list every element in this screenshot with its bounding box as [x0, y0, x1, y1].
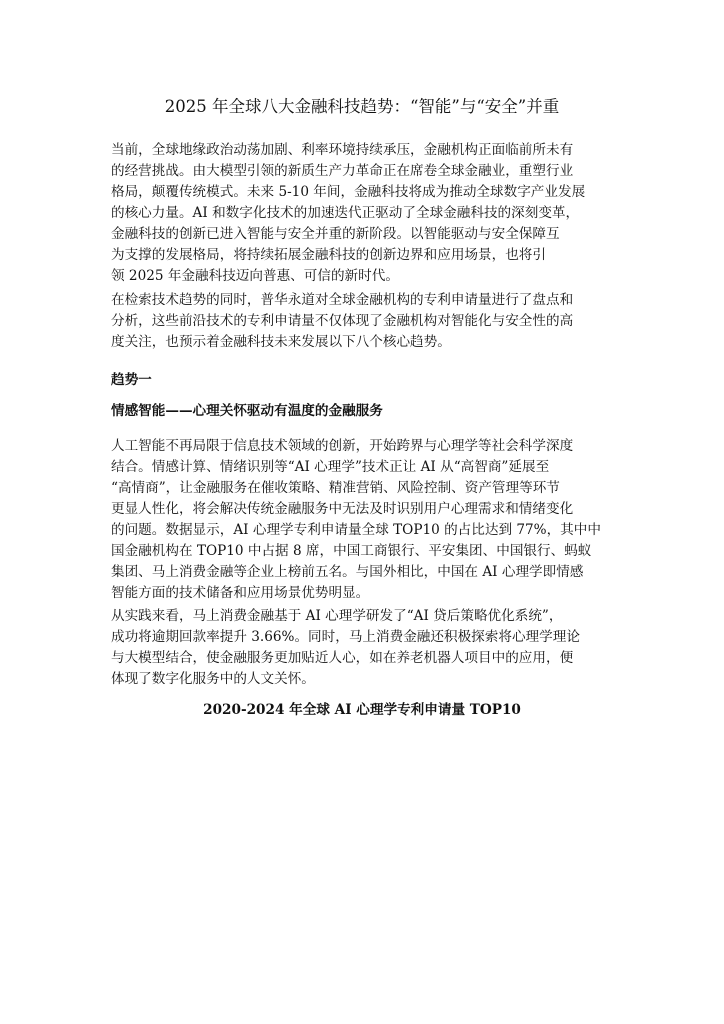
document-title: 2025 年全球八大金融科技趋势：“智能”与“安全”并重 — [164, 97, 560, 116]
intro-paragraph — [111, 140, 631, 287]
paragraph-line: 领 2025 年金融科技迈向普惠、可信的新时代。 — [111, 268, 399, 284]
paragraph-line: 从实践来看，马上消费金融基于 AI 心理学研发了“AI 贷后策略优化系统”， — [111, 608, 563, 624]
paragraph-line: 集团、马上消费金融等企业上榜前五名。与国外相比，中国在 AI 心理学即情感 — [111, 564, 584, 580]
paragraph-line: 分析，这些前沿技术的专利申请量不仅体现了金融机构对智能化与安全性的高 — [111, 313, 574, 329]
paragraph-line: 为支撑的发展格局，将持续拓展金融科技的创新边界和应用场景，也将引 — [111, 247, 546, 263]
practice-paragraph — [111, 606, 631, 690]
paragraph-line: 成功将逾期回款率提升 3.66%。同时，马上消费金融还积极探索将心理学理论 — [111, 629, 580, 645]
trend-heading: 情感智能——心理关怀驱动有温度的金融服务 — [111, 403, 383, 419]
table-caption: 2020-2024 年全球 AI 心理学专利申请量 TOP10 — [203, 702, 521, 718]
paragraph-line: 当前，全球地缘政治动荡加剧、利率环境持续承压，金融机构正面临前所未有 — [111, 142, 574, 158]
paragraph-line: 的问题。数据显示，AI 心理学专利申请量全球 TOP10 的占比达到 77%，其中中 — [111, 522, 601, 538]
emotional-ai-paragraph — [111, 436, 631, 604]
paragraph-line: 度关注，也预示着金融科技未来发展以下八个核心趋势。 — [111, 334, 451, 350]
paragraph-line: 在检索技术趋势的同时，普华永道对全球金融机构的专利申请量进行了盘点和 — [111, 292, 574, 308]
trend-label: 趋势一 — [111, 372, 152, 388]
paragraph-line: 的经营挑战。由大模型引领的新质生产力革命正在席卷全球金融业，重塑行业 — [111, 163, 574, 179]
paragraph-line: 与大模型结合，使金融服务更加贴近人心，如在养老机器人项目中的应用，便 — [111, 650, 574, 666]
paragraph-line: 智能方面的技术储备和应用场景优势明显。 — [111, 585, 370, 601]
paragraph-line: “高情商”，让金融服务在催收策略、精准营销、风险控制、资产管理等环节 — [111, 480, 560, 496]
paragraph-line: 人工智能不再局限于信息技术领域的创新，开始跨界与心理学等社会科学深度 — [111, 438, 574, 454]
paragraph-line: 更显人性化，将会解决传统金融服务中无法及时识别用户心理需求和情绪变化 — [111, 501, 574, 517]
paragraph-line: 结合。情感计算、情绪识别等“AI 心理学”技术正让 AI 从“高智商”延展至 — [111, 459, 550, 475]
patent-analysis-paragraph — [111, 290, 631, 353]
paragraph-line: 的核心力量。AI 和数字化技术的加速迭代正驱动了全球金融科技的深刻变革， — [111, 205, 580, 221]
paragraph-line: 金融科技的创新已进入智能与安全并重的新阶段。以智能驱动与安全保障互 — [111, 226, 560, 242]
paragraph-line: 格局，颠覆传统模式。未来 5-10 年间，金融科技将成为推动全球数字产业发展 — [111, 184, 586, 200]
paragraph-line: 体现了数字化服务中的人文关怀。 — [111, 671, 315, 687]
paragraph-line: 国金融机构在 TOP10 中占据 8 席，中国工商银行、平安集团、中国银行、蚂蚁 — [111, 543, 592, 559]
